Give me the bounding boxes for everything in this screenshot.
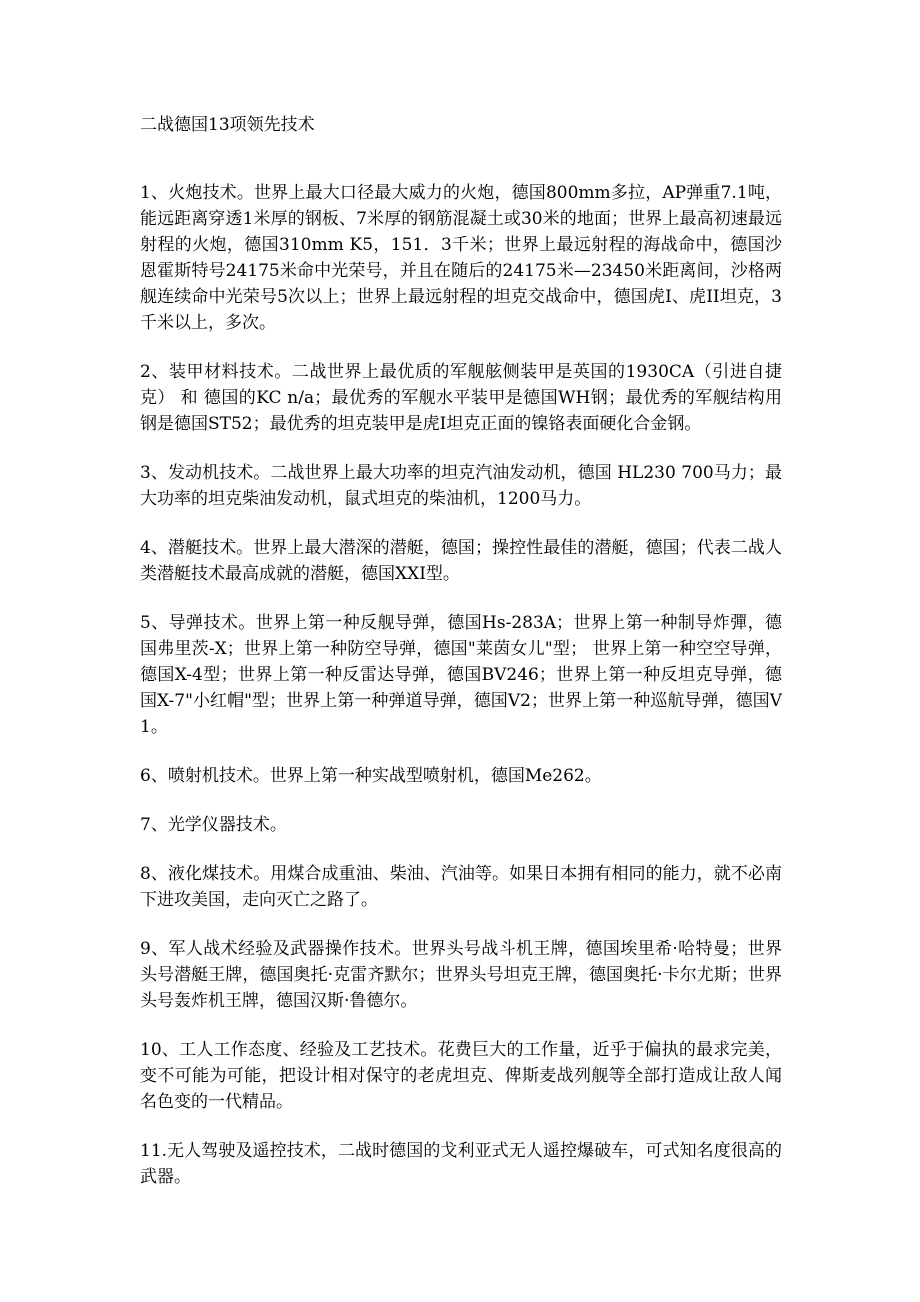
paragraph-coal-liquefaction: 8、液化煤技术。用煤合成重油、柴油、汽油等。如果日本拥有相同的能力，就不必南下进攻美国，走向灭亡之路了。 bbox=[140, 864, 782, 910]
paragraph-combat-experience: 9、军人战术经验及武器操作技术。世界头号战斗机王牌，德国埃里希·哈特曼；世界头号潜艇王牌，德国奥托·克雷齐默尔；世界头号坦克王牌，德国奥托·卡尔尤斯；世界头号轰炸机王牌，德国汉斯·鲁德尔。 bbox=[140, 939, 782, 1011]
paragraph-engine: 3、发动机技术。二战世界上最大功率的坦克汽油发动机，德国 HL230 700马力；最大功率的坦克柴油发动机，鼠式坦克的柴油机，1200马力。 bbox=[140, 463, 782, 509]
paragraph-armor: 2、装甲材料技术。二战世界上最优质的军舰舷侧装甲是英国的1930CA（引进自捷克） 和 德国的KC n/a；最优秀的军舰水平装甲是德国WH钢；最优秀的军舰结构用钢是德国ST52；最优秀的坦克装甲是虎I坦克正面的镍铬表面硬化合金钢。 bbox=[140, 362, 782, 434]
paragraph-jet: 6、喷射机技术。世界上第一种实战型喷射机，德国Me262。 bbox=[140, 766, 602, 786]
paragraph-remote-control: 11.无人驾驶及遥控技术，二战时德国的戈利亚式无人遥控爆破车，可式知名度很高的武器。 bbox=[140, 1141, 782, 1187]
paragraph-optics: 7、光学仪器技术。 bbox=[140, 815, 287, 835]
paragraph-missile: 5、导弹技术。世界上第一种反舰导弹，德国Hs-283A；世界上第一种制导炸彈，德国弗里茨-X；世界上第一种防空导弹，德国"莱茵女儿"型； 世界上第一种空空导弹，德国X-4型；世界上第一种反雷达导弹，德国BV246；世界上第一种反坦克导弹，德国X-7"小红帽"型；世界上第一种弹道导弹，德国V2；世界上第一种巡航导弹，德国V1。 bbox=[140, 613, 782, 737]
paragraph-submarine: 4、潜艇技术。世界上最大潜深的潜艇，德国；操控性最佳的潜艇，德国；代表二战人类潜艇技术最高成就的潜艇，德国XXI型。 bbox=[140, 538, 782, 584]
document-title: 二战德国13项领先技术 bbox=[140, 115, 315, 135]
paragraph-workmanship: 10、工人工作态度、经验及工艺技术。花费巨大的工作量，近乎于偏执的最求完美，变不可能为可能，把设计相对保守的老虎坦克、俾斯麦战列舰等全部打造成让敌人闻名色变的一代精品。 bbox=[140, 1040, 782, 1112]
paragraph-artillery: 1、火炮技术。世界上最大口径最大威力的火炮，德国800mm多拉，AP弹重7.1吨，能远距离穿透1米厚的钢板、7米厚的钢筋混凝土或30米的地面；世界上最高初速最远射程的火炮，德国310mm K5，151．3千米；世界上最远射程的海战命中，德国沙恩霍斯特号24175米命中光荣号，并且在随后的24175米—23450米距离间，沙格两舰连续命中光荣号5次以上；世界上最远射程的坦克交战命中，德国虎I、虎II坦克，3千米以上，多次。 bbox=[140, 183, 782, 333]
document-body bbox=[140, 180, 782, 1213]
